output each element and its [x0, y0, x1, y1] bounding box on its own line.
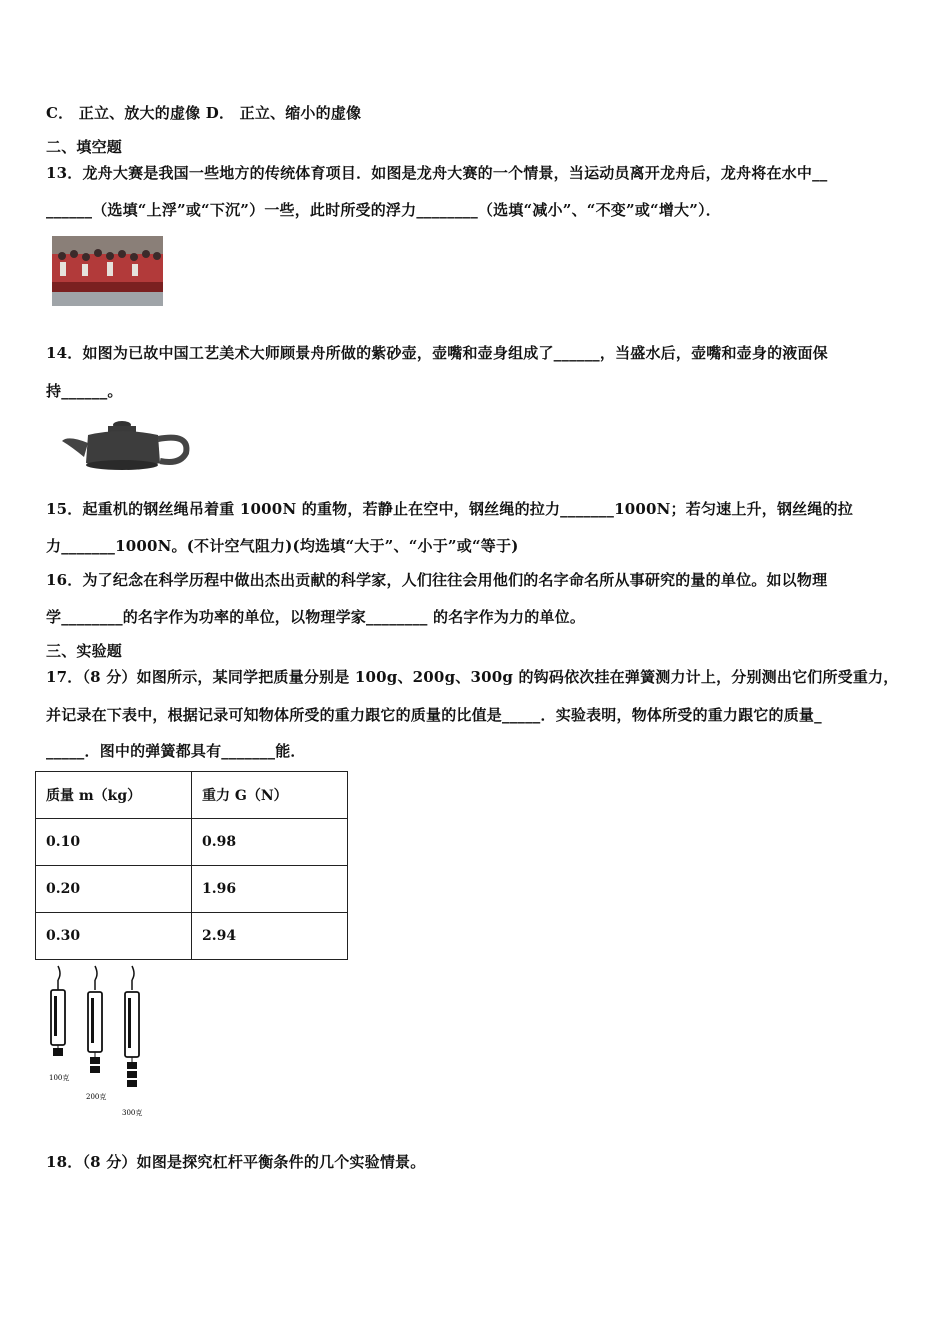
question-16-line-2: 学________的名字作为功率的单位，以物理学家________ 的名字作为力的单位。 — [46, 608, 586, 626]
table-cell: 0.98 — [192, 819, 348, 866]
mass-weight-table — [35, 771, 348, 960]
table-cell: 2.94 — [192, 913, 348, 960]
section-fill-blank-heading: 二、填空题 — [46, 138, 123, 156]
question-17-line-1: 17．（8 分）如图所示，某同学把质量分别是 100g、200g、300g 的钩码依次挂在弹簧测力计上，分别测出它们所受重力， — [46, 668, 899, 686]
table-cell: 0.20 — [36, 866, 192, 913]
option-cd: C． 正立、放大的虚像 D． 正立、缩小的虚像 — [46, 104, 362, 122]
label-100g: 100克 — [49, 1074, 70, 1082]
spring-scales-figure — [40, 962, 160, 1120]
question-14-line-1: 14．如图为已故中国工艺美术大师顾景舟所做的紫砂壶，壶嘴和壶身组成了______，当盛水后，壶嘴和壶身的液面保 — [46, 344, 828, 362]
table-cell: 1.96 — [192, 866, 348, 913]
section-experiment-heading: 三、实验题 — [46, 642, 123, 660]
table-header-cell: 重力 G（N） — [192, 772, 348, 819]
question-18: 18．（8 分）如图是探究杠杆平衡条件的几个实验情景。 — [46, 1153, 426, 1171]
question-16-line-1: 16．为了纪念在科学历程中做出杰出贡献的科学家，人们往往会用他们的名字命名所从事研究的量的单位。如以物理 — [46, 571, 828, 589]
table-row — [36, 866, 348, 913]
question-15-line-1: 15．起重机的钢丝绳吊着重 1000N 的重物，若静止在空中，钢丝绳的拉力_______1000N；若匀速上升，钢丝绳的拉 — [46, 500, 853, 518]
table-row — [36, 913, 348, 960]
table-header-cell: 质量 m（kg） — [36, 772, 192, 819]
table-row — [36, 819, 348, 866]
teapot-image — [60, 413, 192, 479]
question-13-line-1: 13．龙舟大赛是我国一些地方的传统体育项目．如图是龙舟大赛的一个情景，当运动员离开龙舟后，龙舟将在水中__ — [46, 164, 828, 182]
question-14-line-2: 持______。 — [46, 382, 123, 400]
dragon-boat-photo — [52, 236, 163, 306]
table-cell: 0.30 — [36, 913, 192, 960]
label-200g: 200克 — [86, 1093, 107, 1101]
table-cell: 0.10 — [36, 819, 192, 866]
label-300g: 300克 — [122, 1109, 143, 1117]
table-header-row — [36, 772, 348, 819]
question-17-line-3: _____．图中的弹簧都具有_______能． — [46, 742, 306, 760]
question-13-line-2: ______（选填“上浮”或“下沉”）一些，此时所受的浮力________（选填“减小”、“不变”或“增大”）． — [46, 201, 721, 219]
question-15-line-2: 力_______1000N。(不计空气阻力)(均选填“大于”、“小于”或“等于) — [46, 537, 519, 555]
question-17-line-2: 并记录在下表中，根据记录可知物体所受的重力跟它的质量的比值是_____．实验表明，物体所受的重力跟它的质量_ — [46, 706, 822, 724]
